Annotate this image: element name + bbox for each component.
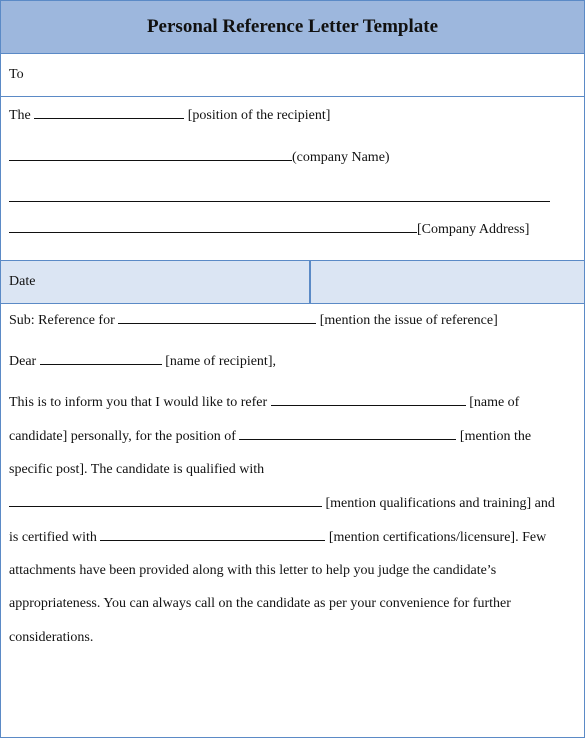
body-text: attachments have been provided along with this letter to help you judge the candidate’s <box>9 563 497 578</box>
document-title: Personal Reference Letter Template <box>1 1 584 54</box>
recipient-position-line <box>9 107 330 124</box>
body-text: appropriateness. You can always call on the candidate as per your convenience for further <box>9 596 511 611</box>
subject-blank[interactable] <box>118 312 316 324</box>
dear-prefix: Dear <box>9 354 37 369</box>
address-blank-1[interactable] <box>9 201 550 202</box>
position-applied-blank[interactable] <box>239 428 456 440</box>
qualifications-blank[interactable] <box>9 495 322 507</box>
recipient-address-line <box>9 221 529 238</box>
date-label: Date <box>9 274 36 289</box>
subject-line <box>9 312 498 329</box>
company-blank[interactable] <box>9 149 292 161</box>
subject-hint: [mention the issue of reference] <box>319 313 498 328</box>
to-label: To <box>9 67 24 82</box>
body-line-3 <box>9 462 264 478</box>
salutation-line <box>9 353 276 370</box>
body-text: is certified with <box>9 530 97 545</box>
body-text: This is to inform you that I would like to refer <box>9 395 268 410</box>
position-hint: [position of the recipient] <box>187 108 331 123</box>
date-value-field[interactable] <box>311 261 584 303</box>
body-text: candidate] personally, for the position of <box>9 429 236 444</box>
body-line-6 <box>9 563 496 579</box>
body-text: specific post]. The candidate is qualified with <box>9 462 265 477</box>
body-line-7 <box>9 596 511 612</box>
certifications-blank[interactable] <box>100 529 325 541</box>
company-hint: (company Name) <box>292 150 390 165</box>
body-line-1 <box>9 394 519 411</box>
body-line-2 <box>9 428 531 445</box>
body-line-4 <box>9 495 555 512</box>
position-prefix: The <box>9 108 31 123</box>
recipient-name-blank[interactable] <box>40 353 162 365</box>
address-blank-2[interactable] <box>9 221 417 233</box>
position-applied-hint: [mention the <box>459 429 532 444</box>
recipient-company-line <box>9 149 390 166</box>
body-text: considerations. <box>9 630 94 645</box>
candidate-name-hint: [name of <box>469 395 520 410</box>
address-hint: [Company Address] <box>417 222 530 237</box>
certifications-hint: [mention certifications/licensure]. Few <box>328 530 547 545</box>
dear-hint: [name of recipient], <box>165 354 276 369</box>
subject-prefix: Sub: Reference for <box>9 313 115 328</box>
candidate-name-blank[interactable] <box>271 394 466 406</box>
date-label-cell <box>1 261 311 303</box>
body-line-8 <box>9 630 93 646</box>
date-row <box>1 261 584 304</box>
body-line-5 <box>9 529 546 546</box>
position-blank[interactable] <box>34 107 184 119</box>
to-row <box>1 54 584 97</box>
qualifications-hint: [mention qualifications and training] and <box>325 496 555 511</box>
recipient-block <box>1 97 584 261</box>
